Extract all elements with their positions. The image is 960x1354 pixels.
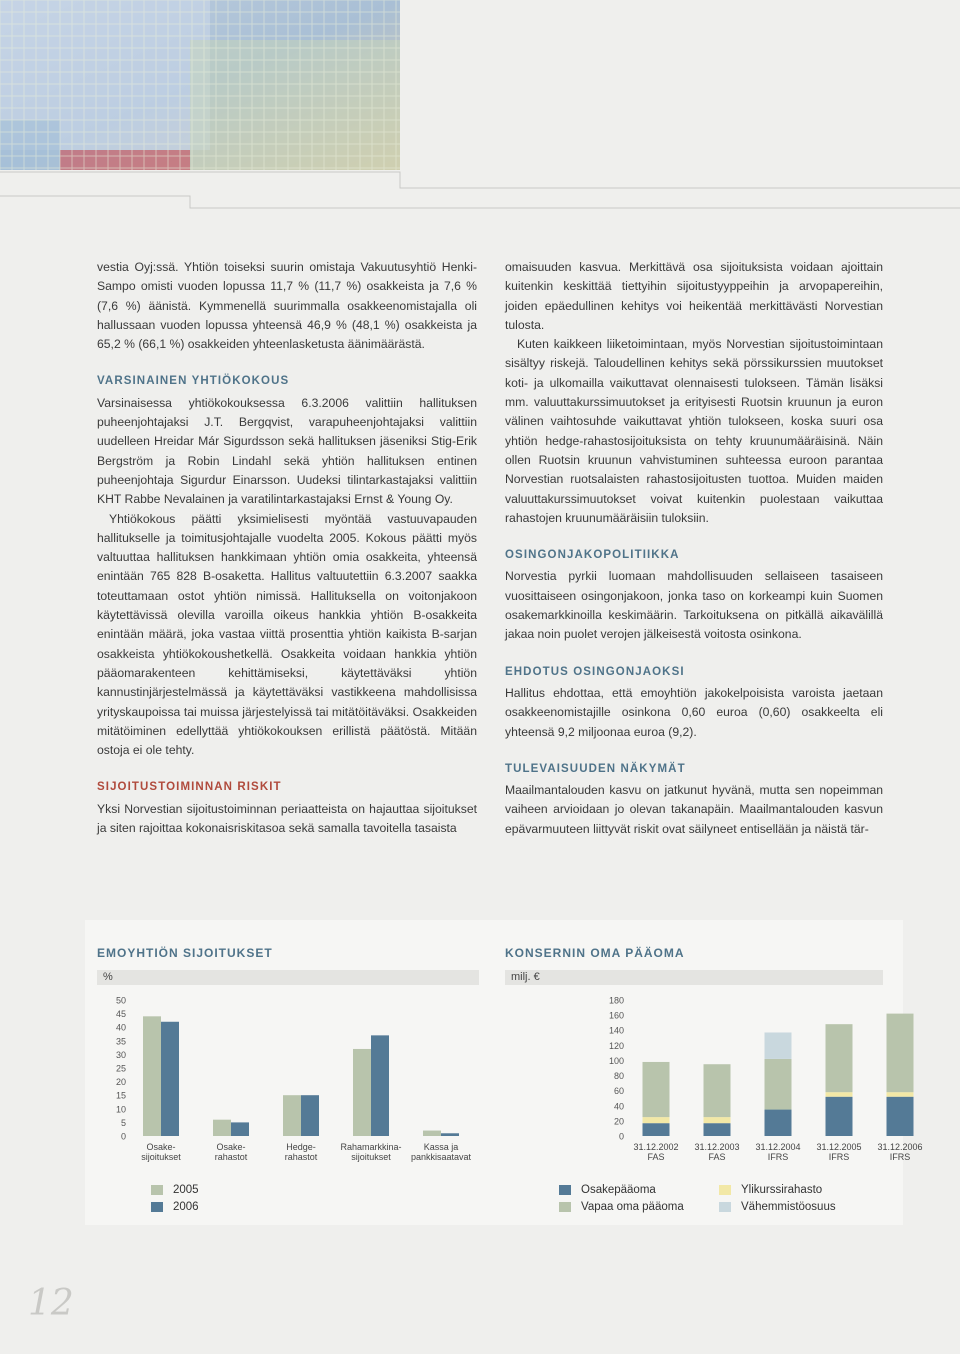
paragraph: Yhtiökokous päätti yksimielisesti myöntää vastuuvapauden hallitukselle ja toimitusjohtajalle vuodelta 2005. Kokous päätti myös valtuuttaa hallituksen hankkimaan yhtiön omia osakkeita, yhteensä enintään 765 828 B-osaketta. Hallitus valtuutettiin 6.3.2007 saakka toteuttamaan ostot yhtiön nimissä. Hallituksella on voitonjakoon käytettävissä olevilla varoilla oikeus hankkia yhtiön B-osakkeita enintään määrä, joka vastaa viittä prosenttia yhtiön kaikista B-sarjan osakkeista yhtiökokoushetkellä. Osakkeita voidaan hankkia yhtiön pääomarakenteen kehittämiseksi, käytettäväksi yhtiön kannustinjärjestelmässä ja käytettäväksi vastikkeena mahdollisissa yrityskaupoissa tai muissa järjestelyissä tai mitätöitäväksi. Osakkeiden mitätöiminen edellyttää yhtiökokouksen erillistä päätöstä. Mitään ostoja ei ole tehty.: [97, 511, 477, 758]
x-tick-label: FAS: [647, 1152, 665, 1162]
y-tick-label: 160: [608, 1010, 624, 1021]
bar-segment: [765, 1110, 792, 1136]
bar-segment: [704, 1117, 731, 1123]
parent-chart-legend: [151, 1182, 199, 1216]
bar: [301, 1095, 319, 1136]
bar-segment: [765, 1059, 792, 1110]
section-heading-dividend-policy: OSINGONJAKOPOLITIIKKA: [505, 549, 680, 562]
y-tick-label: 30: [115, 1049, 126, 1060]
legend-item: [151, 1199, 199, 1215]
x-tick-label: 31.12.2003: [694, 1142, 740, 1152]
legend-item: [559, 1199, 699, 1215]
legend-swatch: [151, 1202, 163, 1212]
y-tick-label: 40: [613, 1101, 624, 1112]
legend-label: 2006: [173, 1201, 199, 1213]
bar: [423, 1131, 441, 1136]
bar-segment: [643, 1117, 670, 1123]
paragraph: Hallitus ehdottaa, että emoyhtiön jakokelpoisista varoista jaetaan osakkeenomistajille osinkona 0,60 euroa (0,60) osakkeelta eli yhteensä 9,2 miljoonaa euroa (9,2).: [505, 685, 883, 739]
chart-unit-group: milj. €: [505, 970, 883, 985]
paragraph: Varsinaisessa yhtiökokouksessa 6.3.2006 valittiin hallituksen puheenjohtajaksi J.T. Bergqvist, varapuheenjohtajaksi valittiin uudelleen Hreidar Már Sigurdsson sekä hallituksen jäseniksi Stig-Erik Bergström ja Robin Lindahl sekä yhtiön hallituksen entinen puheenjohtaja Sigurdur Einarsson. Uudeksi tilintarkastajaksi valittiin KHT Rabbe Nevalainen ja varatilintarkastajaksi Ernst & Young Oy.: [97, 395, 477, 507]
legend-item: [719, 1182, 879, 1198]
x-tick-label: Kassa ja: [423, 1142, 459, 1152]
bar-segment: [704, 1123, 731, 1136]
paragraph: Kuten kaikkeen liiketoimintaan, myös Norvestian sijoitustoimintaan sisältyy riskejä. Taloudellinen kehitys sekä pörssikurssien muutokset koti- ja ulkomailla vaikuttavat olennaisesti tulokseen. Tämän lisäksi mm. valuuttakurssimuutokset ja erityisesti Ruotsin kruunun ja euron välinen vaihtosuhde vaikuttavat yhtiön tulokseen, koska suuri osa yhtiön hedge-rahastosijoituksista on tehty kruunumääräisinä. Näin ollen Ruotsin kruunun vahvistuminen suhteessa euroon parantaa Norvestian ruotsalaisten rahastosijoitusten tuottoa. Muiden maiden valuuttakurssimuutokset voivat kuitenkin puolestaan vaikuttaa rahastojen kruunumääräisiin tuloksiin.: [505, 337, 883, 525]
section-heading-dividend-proposal: EHDOTUS OSINGONJAOKSI: [505, 665, 685, 678]
x-tick-label: 31.12.2002: [633, 1142, 679, 1152]
x-tick-label: 31.12.2005: [816, 1142, 862, 1152]
y-tick-label: 25: [115, 1063, 126, 1074]
header-rule-lines: [0, 0, 960, 230]
x-tick-label: FAS: [708, 1152, 726, 1162]
x-tick-label: pankkisaatavat: [410, 1152, 472, 1162]
y-tick-label: 0: [120, 1131, 126, 1142]
group-equity-chart: [493, 988, 923, 1188]
legend-swatch: [559, 1185, 571, 1195]
legend-label: Ylikurssirahasto: [741, 1184, 823, 1196]
section-heading-agm: VARSINAINEN YHTIÖKOKOUS: [97, 375, 290, 388]
y-tick-label: 10: [115, 1104, 126, 1115]
y-tick-label: 20: [613, 1116, 624, 1127]
legend-label: Vapaa oma pääoma: [581, 1201, 684, 1213]
x-tick-label: 31.12.2006: [877, 1142, 923, 1152]
paragraph: Maailmantalouden kasvu on jatkunut hyvänä, mutta sen nopeimman vaiheen arvioidaan jo olevan takanapäin. Maailmantalouden kasvun epävarmuuteen liittyvät riskit ovat säilyneet entisellään ja näistä tär-: [505, 783, 883, 836]
legend-label: 2005: [173, 1184, 199, 1196]
legend-label: Vähemmistöosuus: [741, 1201, 836, 1213]
chart-panel: [85, 920, 923, 1225]
right-column: [505, 258, 883, 839]
legend-swatch: [151, 1185, 163, 1195]
y-tick-label: 140: [608, 1025, 624, 1036]
y-tick-label: 20: [115, 1077, 126, 1088]
bar: [231, 1122, 249, 1136]
legend-swatch: [719, 1202, 731, 1212]
section-heading-risks: SIJOITUSTOIMINNAN RISKIT: [97, 781, 282, 794]
x-tick-label: 31.12.2004: [755, 1142, 801, 1152]
y-tick-label: 50: [115, 995, 126, 1006]
bar-segment: [887, 1014, 914, 1093]
chart-title-group-equity: KONSERNIN OMA PÄÄOMA: [505, 946, 685, 960]
bar: [161, 1022, 179, 1136]
bar: [441, 1133, 459, 1136]
x-tick-label: rahastot: [214, 1152, 248, 1162]
group-chart-legend: [559, 1182, 889, 1216]
y-tick-label: 180: [608, 995, 624, 1006]
chart-title-parent-investments: EMOYHTIÖN SIJOITUKSET: [97, 946, 273, 960]
x-tick-label: IFRS: [889, 1152, 911, 1162]
y-tick-label: 80: [613, 1071, 624, 1082]
y-tick-label: 15: [115, 1090, 126, 1101]
left-column: [97, 258, 477, 838]
bar-segment: [704, 1064, 731, 1117]
section-heading-outlook: TULEVAISUUDEN NÄKYMÄT: [505, 762, 686, 775]
bar-segment: [887, 1097, 914, 1136]
bar-segment: [826, 1092, 853, 1097]
bar-segment: [887, 1092, 914, 1097]
y-tick-label: 35: [115, 1036, 126, 1047]
bar: [213, 1120, 231, 1136]
bar: [353, 1049, 371, 1136]
legend-item: [559, 1182, 699, 1198]
legend-swatch: [719, 1185, 731, 1195]
y-tick-label: 5: [120, 1117, 126, 1128]
legend-label: Osakepääoma: [581, 1184, 656, 1196]
y-tick-label: 45: [115, 1009, 126, 1020]
paragraph: Norvestia pyrkii luomaan mahdollisuuden sellaiseen tasaiseen vuosittaiseen osingonjakoon, jonka taso on korkeampi kuin Suomen osakemarkkinoilla keskimäärin. Tarkoituksena on pitkällä aikavälillä jakaa noin puolet verojen jälkeisestä voitosta osinkona.: [505, 569, 883, 642]
y-tick-label: 40: [115, 1022, 126, 1033]
x-tick-label: IFRS: [828, 1152, 850, 1162]
x-tick-label: Osake-: [146, 1142, 176, 1152]
y-tick-label: 100: [608, 1055, 624, 1066]
y-tick-label: 120: [608, 1040, 624, 1051]
x-tick-label: Osake-: [216, 1142, 246, 1152]
bar: [143, 1016, 161, 1136]
chart-unit-parent: %: [97, 970, 479, 985]
x-tick-label: sijoitukset: [141, 1152, 181, 1162]
bar-segment: [826, 1024, 853, 1092]
bar: [283, 1095, 301, 1136]
paragraph: Yksi Norvestian sijoitustoiminnan periaatteista on hajauttaa sijoitukset ja siten rajoittaa kokonaisriskitasoa sekä samalla tavoitella tasaista: [97, 801, 477, 836]
x-tick-label: IFRS: [767, 1152, 789, 1162]
x-tick-label: Hedge-: [286, 1142, 316, 1152]
x-tick-label: sijoitukset: [351, 1152, 391, 1162]
legend-item: [151, 1182, 199, 1198]
bar-segment: [826, 1097, 853, 1136]
x-tick-label: rahastot: [284, 1152, 318, 1162]
page-number: 12: [28, 1283, 74, 1324]
parent-investments-chart: [85, 988, 485, 1188]
bar-segment: [765, 1032, 792, 1058]
paragraph: vestia Oyj:ssä. Yhtiön toiseksi suurin omistaja Vakuutusyhtiö Henki-Sampo omisti vuoden lopussa 11,7 % (11,7 %) osakkeista ja 7,6 % (7,6 %) äänistä. Kymmenellä suurimmalla osakkeenomistajalla oli hallussaan vuoden lopussa yhteensä 46,9 % (48,1 %) osakkeista ja 65,2 % (66,1 %) osakkeiden yhteenlasketusta äänimäärästä.: [97, 260, 477, 352]
bar-segment: [643, 1123, 670, 1136]
paragraph: omaisuuden kasvua. Merkittävä osa sijoituksista voidaan ajoittain kuitenkin keskittää tiettyihin sijoitustyyppeihin ja arvopapereihin, joiden epäedullinen kehitys voi heikentää merkittävästi Norvestian tulosta.: [505, 260, 883, 332]
legend-item: [719, 1199, 879, 1215]
bar-segment: [643, 1062, 670, 1117]
text-panel: [85, 258, 900, 878]
y-tick-label: 0: [618, 1131, 624, 1142]
bar: [371, 1035, 389, 1136]
legend-swatch: [559, 1202, 571, 1212]
x-tick-label: Rahamarkkina-: [340, 1142, 402, 1152]
y-tick-label: 60: [613, 1086, 624, 1097]
